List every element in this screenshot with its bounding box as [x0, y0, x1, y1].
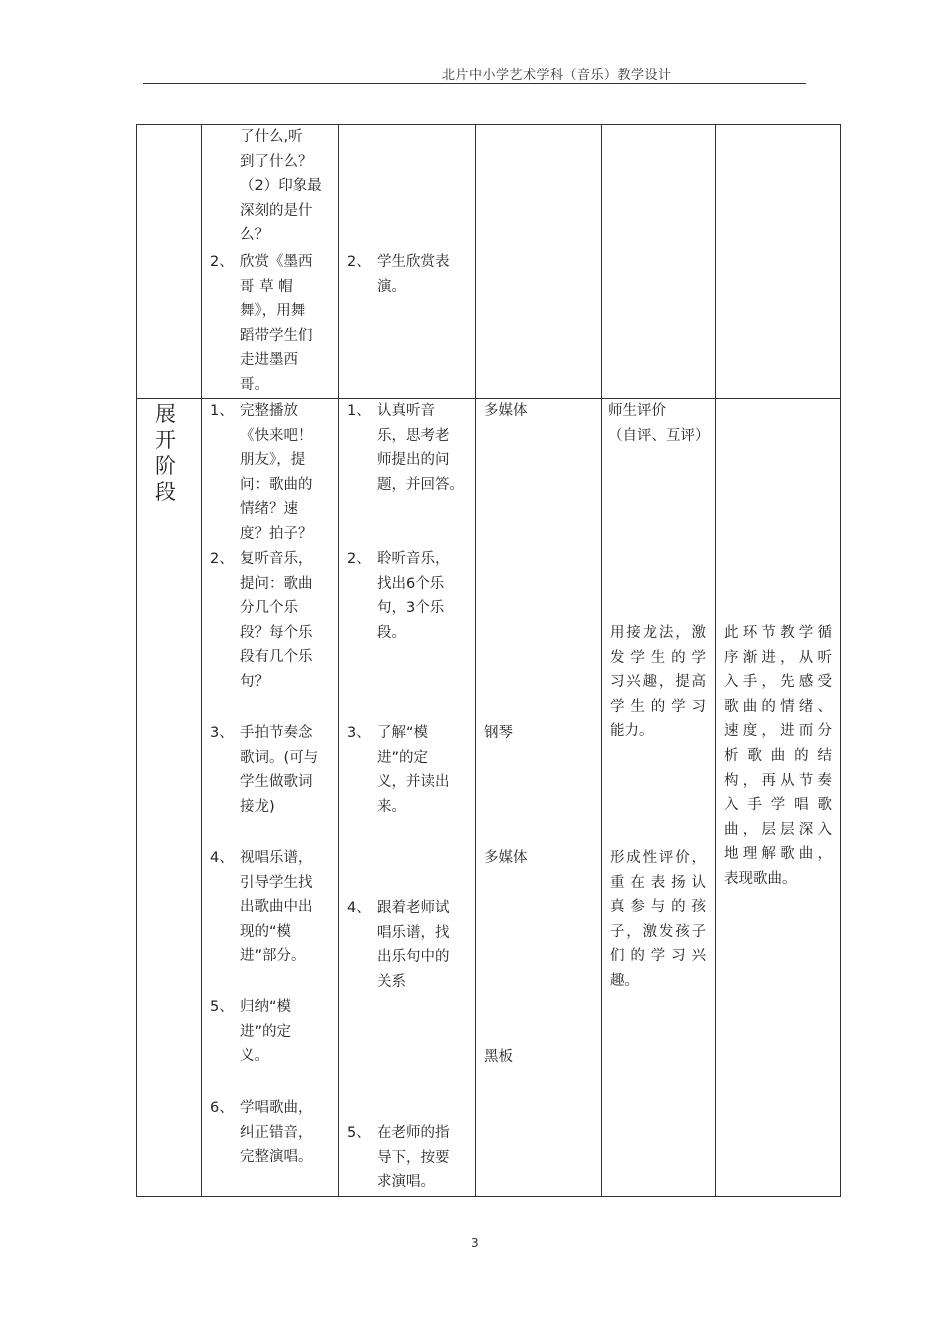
text-line: 蹈带学生们 — [240, 327, 313, 344]
text-line: 欣赏《墨西 — [240, 254, 313, 270]
step-number: 3、 — [347, 725, 371, 741]
text-line: 纠正错音， — [240, 1124, 313, 1141]
text-line: 段？每个乐 — [240, 624, 313, 641]
text-line: 现的“模 — [240, 923, 292, 940]
text-line: 师提出的问 — [377, 452, 450, 469]
text-line: 入手，先感受 — [724, 674, 832, 691]
text-line: 出歌曲中出 — [240, 899, 313, 916]
text-line: 求演唱。 — [377, 1174, 435, 1191]
student-activity-cell — [339, 399, 476, 1197]
text-line: 构，再从节奏 — [724, 772, 832, 789]
design-intent-cell — [716, 125, 841, 399]
text-line: 了什么,听 — [240, 129, 303, 145]
media-multimedia: 多媒体 — [484, 850, 528, 866]
media-cell — [476, 125, 602, 399]
text-line: 地理解歌曲， — [724, 846, 832, 863]
step-number: 4、 — [347, 900, 371, 916]
text-line: 完整播放 — [240, 403, 298, 419]
text-line: 在老师的指 — [377, 1125, 450, 1141]
text-line: 出乐句中的 — [377, 949, 450, 966]
text-line: 义，并读出 — [377, 774, 450, 791]
text-line: 走进墨西 — [240, 352, 298, 369]
text-line: 问：歌曲的 — [240, 476, 313, 493]
text-line: 速度，进而分 — [724, 723, 832, 740]
teacher-activity-cell — [202, 125, 339, 399]
text-line: 形成性评价， — [610, 850, 706, 866]
step-number: 1、 — [347, 403, 371, 419]
media-multimedia: 多媒体 — [484, 403, 528, 419]
step-number: 2、 — [210, 254, 234, 270]
evaluation-cell — [602, 399, 716, 1197]
page-header-title: 北片中小学艺术学科（音乐）教学设计 — [442, 68, 672, 83]
step-number: 2、 — [347, 551, 371, 567]
evaluation-formative — [610, 846, 706, 994]
text-line: 认真听音 — [377, 403, 435, 419]
text-line: 段有几个乐 — [240, 649, 313, 666]
text-line: 分几个乐 — [240, 600, 298, 617]
step-number: 5、 — [347, 1125, 371, 1141]
text-line: 找出6个乐 — [377, 575, 445, 592]
text-line: 哥。 — [240, 376, 269, 393]
text-line: （自评、互评） — [608, 427, 710, 444]
text-line: 表现歌曲。 — [724, 870, 797, 887]
text-line: 师生评价 — [608, 403, 666, 419]
text-line: 接龙) — [240, 798, 275, 815]
text-line: 发学生的学 — [610, 649, 706, 666]
text-line: 真参与的孩 — [610, 899, 706, 916]
text-line: 度？拍子？ — [240, 525, 313, 542]
text-line: 学唱歌曲， — [240, 1100, 313, 1116]
text-line: 进”的定 — [377, 749, 429, 766]
teacher-question-continued — [240, 125, 332, 248]
evaluation-relay-method — [610, 621, 706, 744]
text-line: 跟着老师试 — [377, 900, 450, 916]
text-line: 歌曲的情绪、 — [724, 698, 832, 715]
text-line: 乐，思考老 — [377, 427, 450, 444]
media-piano: 钢琴 — [484, 725, 513, 741]
text-line: 用接龙法，激 — [610, 625, 706, 641]
text-line: 入手学唱歌 — [724, 797, 832, 814]
text-line: 舞》，用舞 — [240, 303, 306, 320]
text-line: 们的学习兴 — [610, 948, 706, 965]
header-divider — [143, 83, 806, 84]
evaluation-cell — [602, 125, 716, 399]
text-line: 朋友》，提 — [240, 452, 306, 469]
text-line: 到了什么？ — [240, 153, 313, 170]
step-number: 6、 — [210, 1100, 234, 1116]
teacher-activity-cell — [202, 399, 339, 1197]
stage-cell-empty — [137, 125, 202, 399]
text-line: 提问：歌曲 — [240, 575, 313, 592]
step-number: 4、 — [210, 850, 234, 866]
text-line: 导下，按要 — [377, 1149, 450, 1166]
text-line: 此环节教学循 — [724, 625, 832, 641]
design-intent-text — [724, 621, 832, 892]
text-line: 学生欣赏表 — [377, 254, 450, 270]
media-cell — [476, 399, 602, 1197]
text-line: 完整演唱。 — [240, 1149, 313, 1166]
step-number: 2、 — [347, 254, 371, 270]
text-line: 句，3个乐 — [377, 600, 445, 617]
text-line: 义。 — [240, 1048, 269, 1065]
design-intent-cell — [716, 399, 841, 1197]
text-line: 视唱乐谱， — [240, 850, 313, 866]
text-line: 进”的定 — [240, 1023, 292, 1040]
text-line: 关系 — [377, 973, 406, 990]
text-line: 手拍节奏念 — [240, 725, 313, 741]
text-line: 句？ — [240, 673, 269, 690]
text-line: 析歌曲的结 — [724, 747, 832, 764]
stage-label: 展 开 阶 段 — [155, 402, 176, 504]
text-line: 曲，层层深入 — [724, 821, 832, 838]
text-line: 哥 草 帽 — [240, 278, 293, 295]
lesson-plan-table — [136, 124, 841, 1197]
stage-cell — [137, 399, 202, 1197]
text-line: 学生的学习 — [610, 698, 706, 715]
text-line: 学生做歌词 — [240, 774, 313, 791]
page-number: 3 — [471, 1236, 479, 1250]
text-line: 归纳“模 — [240, 999, 292, 1015]
text-line: 子，激发孩子 — [610, 923, 706, 940]
text-line: 习兴趣，提高 — [610, 674, 706, 691]
text-line: 题，并回答。 — [377, 476, 464, 493]
text-line: 段。 — [377, 624, 406, 641]
text-line: 引导学生找 — [240, 874, 313, 891]
text-line: 深刻的是什 — [240, 202, 313, 219]
text-line: 进”部分。 — [240, 948, 306, 965]
text-line: 趣。 — [610, 972, 639, 989]
step-number: 2、 — [210, 551, 234, 567]
text-line: 了解“模 — [377, 725, 429, 741]
step-number: 1、 — [210, 403, 234, 419]
step-number: 5、 — [210, 999, 234, 1015]
text-line: 演。 — [377, 278, 406, 295]
text-line: 《快来吧！ — [240, 427, 313, 444]
text-line: 来。 — [377, 798, 406, 815]
table-row-intro — [137, 125, 841, 399]
student-activity-cell — [339, 125, 476, 399]
text-line: （2）印象最 — [240, 178, 322, 195]
media-blackboard: 黑板 — [484, 1049, 513, 1065]
text-line: 情绪？速 — [240, 501, 298, 518]
text-line: 复听音乐， — [240, 551, 313, 567]
text-line: 序渐进，从听 — [724, 649, 832, 666]
evaluation-peer-self — [608, 399, 713, 448]
text-line: 重在表扬认 — [610, 874, 706, 891]
text-line: 聆听音乐， — [377, 551, 450, 567]
text-line: 能力。 — [610, 723, 654, 740]
table-row-development — [137, 399, 841, 1197]
text-line: 么？ — [240, 227, 269, 244]
step-number: 3、 — [210, 725, 234, 741]
text-line: 歌词。(可与 — [240, 749, 319, 766]
text-line: 唱乐谱，找 — [377, 924, 450, 941]
